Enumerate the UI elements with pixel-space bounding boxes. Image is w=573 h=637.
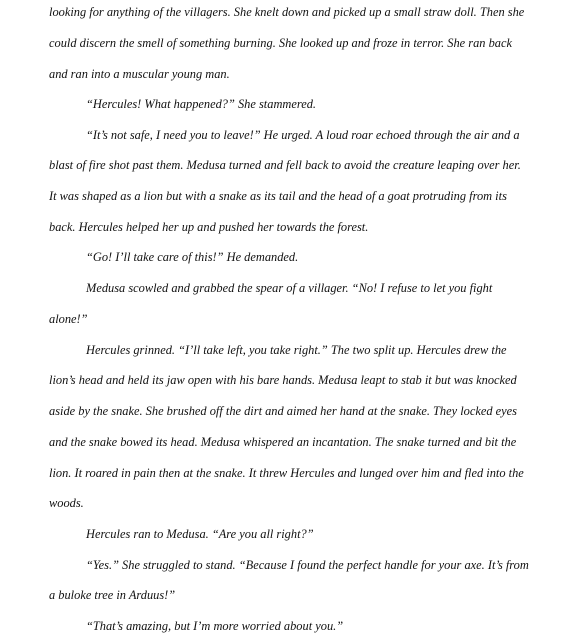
text-line: Hercules grinned. “I’ll take left, you take right.” The two split up. Hercules drew the: [86, 343, 507, 357]
text-line: “Hercules! What happened?” She stammered.: [86, 97, 316, 111]
text-line: lion. It roared in pain then at the snake. It threw Hercules and lunged over him and fled into the: [49, 466, 524, 480]
text-line: aside by the snake. She brushed off the dirt and aimed her hand at the snake. They locked eyes: [49, 404, 517, 418]
text-line: “That’s amazing, but I’m more worried about you.”: [86, 619, 344, 633]
text-line: Medusa scowled and grabbed the spear of a villager. “No! I refuse to let you fight: [86, 281, 493, 295]
text-line: lion’s head and held its jaw open with his bare hands. Medusa leapt to stab it but was knocked: [49, 373, 517, 387]
text-line: It was shaped as a lion but with a snake as its tail and the head of a goat protruding from its: [49, 189, 507, 203]
text-line: back. Hercules helped her up and pushed her towards the forest.: [49, 220, 369, 234]
text-line: Hercules ran to Medusa. “Are you all right?”: [86, 527, 314, 541]
text-line: looking for anything of the villagers. She knelt down and picked up a small straw doll. Then she: [49, 5, 525, 19]
text-line: “Go! I’ll take care of this!” He demanded.: [86, 250, 299, 264]
text-line: a buloke tree in Arduus!”: [49, 588, 176, 602]
text-line: alone!”: [49, 312, 88, 326]
text-line: “It’s not safe, I need you to leave!” He urged. A loud roar echoed through the air and a: [86, 128, 520, 142]
text-line: “Yes.” She struggled to stand. “Because I found the perfect handle for your axe. It’s from: [86, 558, 529, 572]
text-line: could discern the smell of something burning. She looked up and froze in terror. She ran back: [49, 36, 512, 50]
text-line: blast of fire shot past them. Medusa turned and fell back to avoid the creature leaping over her.: [49, 158, 521, 172]
text-line: and the snake bowed its head. Medusa whispered an incantation. The snake turned and bit the: [49, 435, 517, 449]
text-line: and ran into a muscular young man.: [49, 67, 230, 81]
text-line: woods.: [49, 496, 84, 510]
